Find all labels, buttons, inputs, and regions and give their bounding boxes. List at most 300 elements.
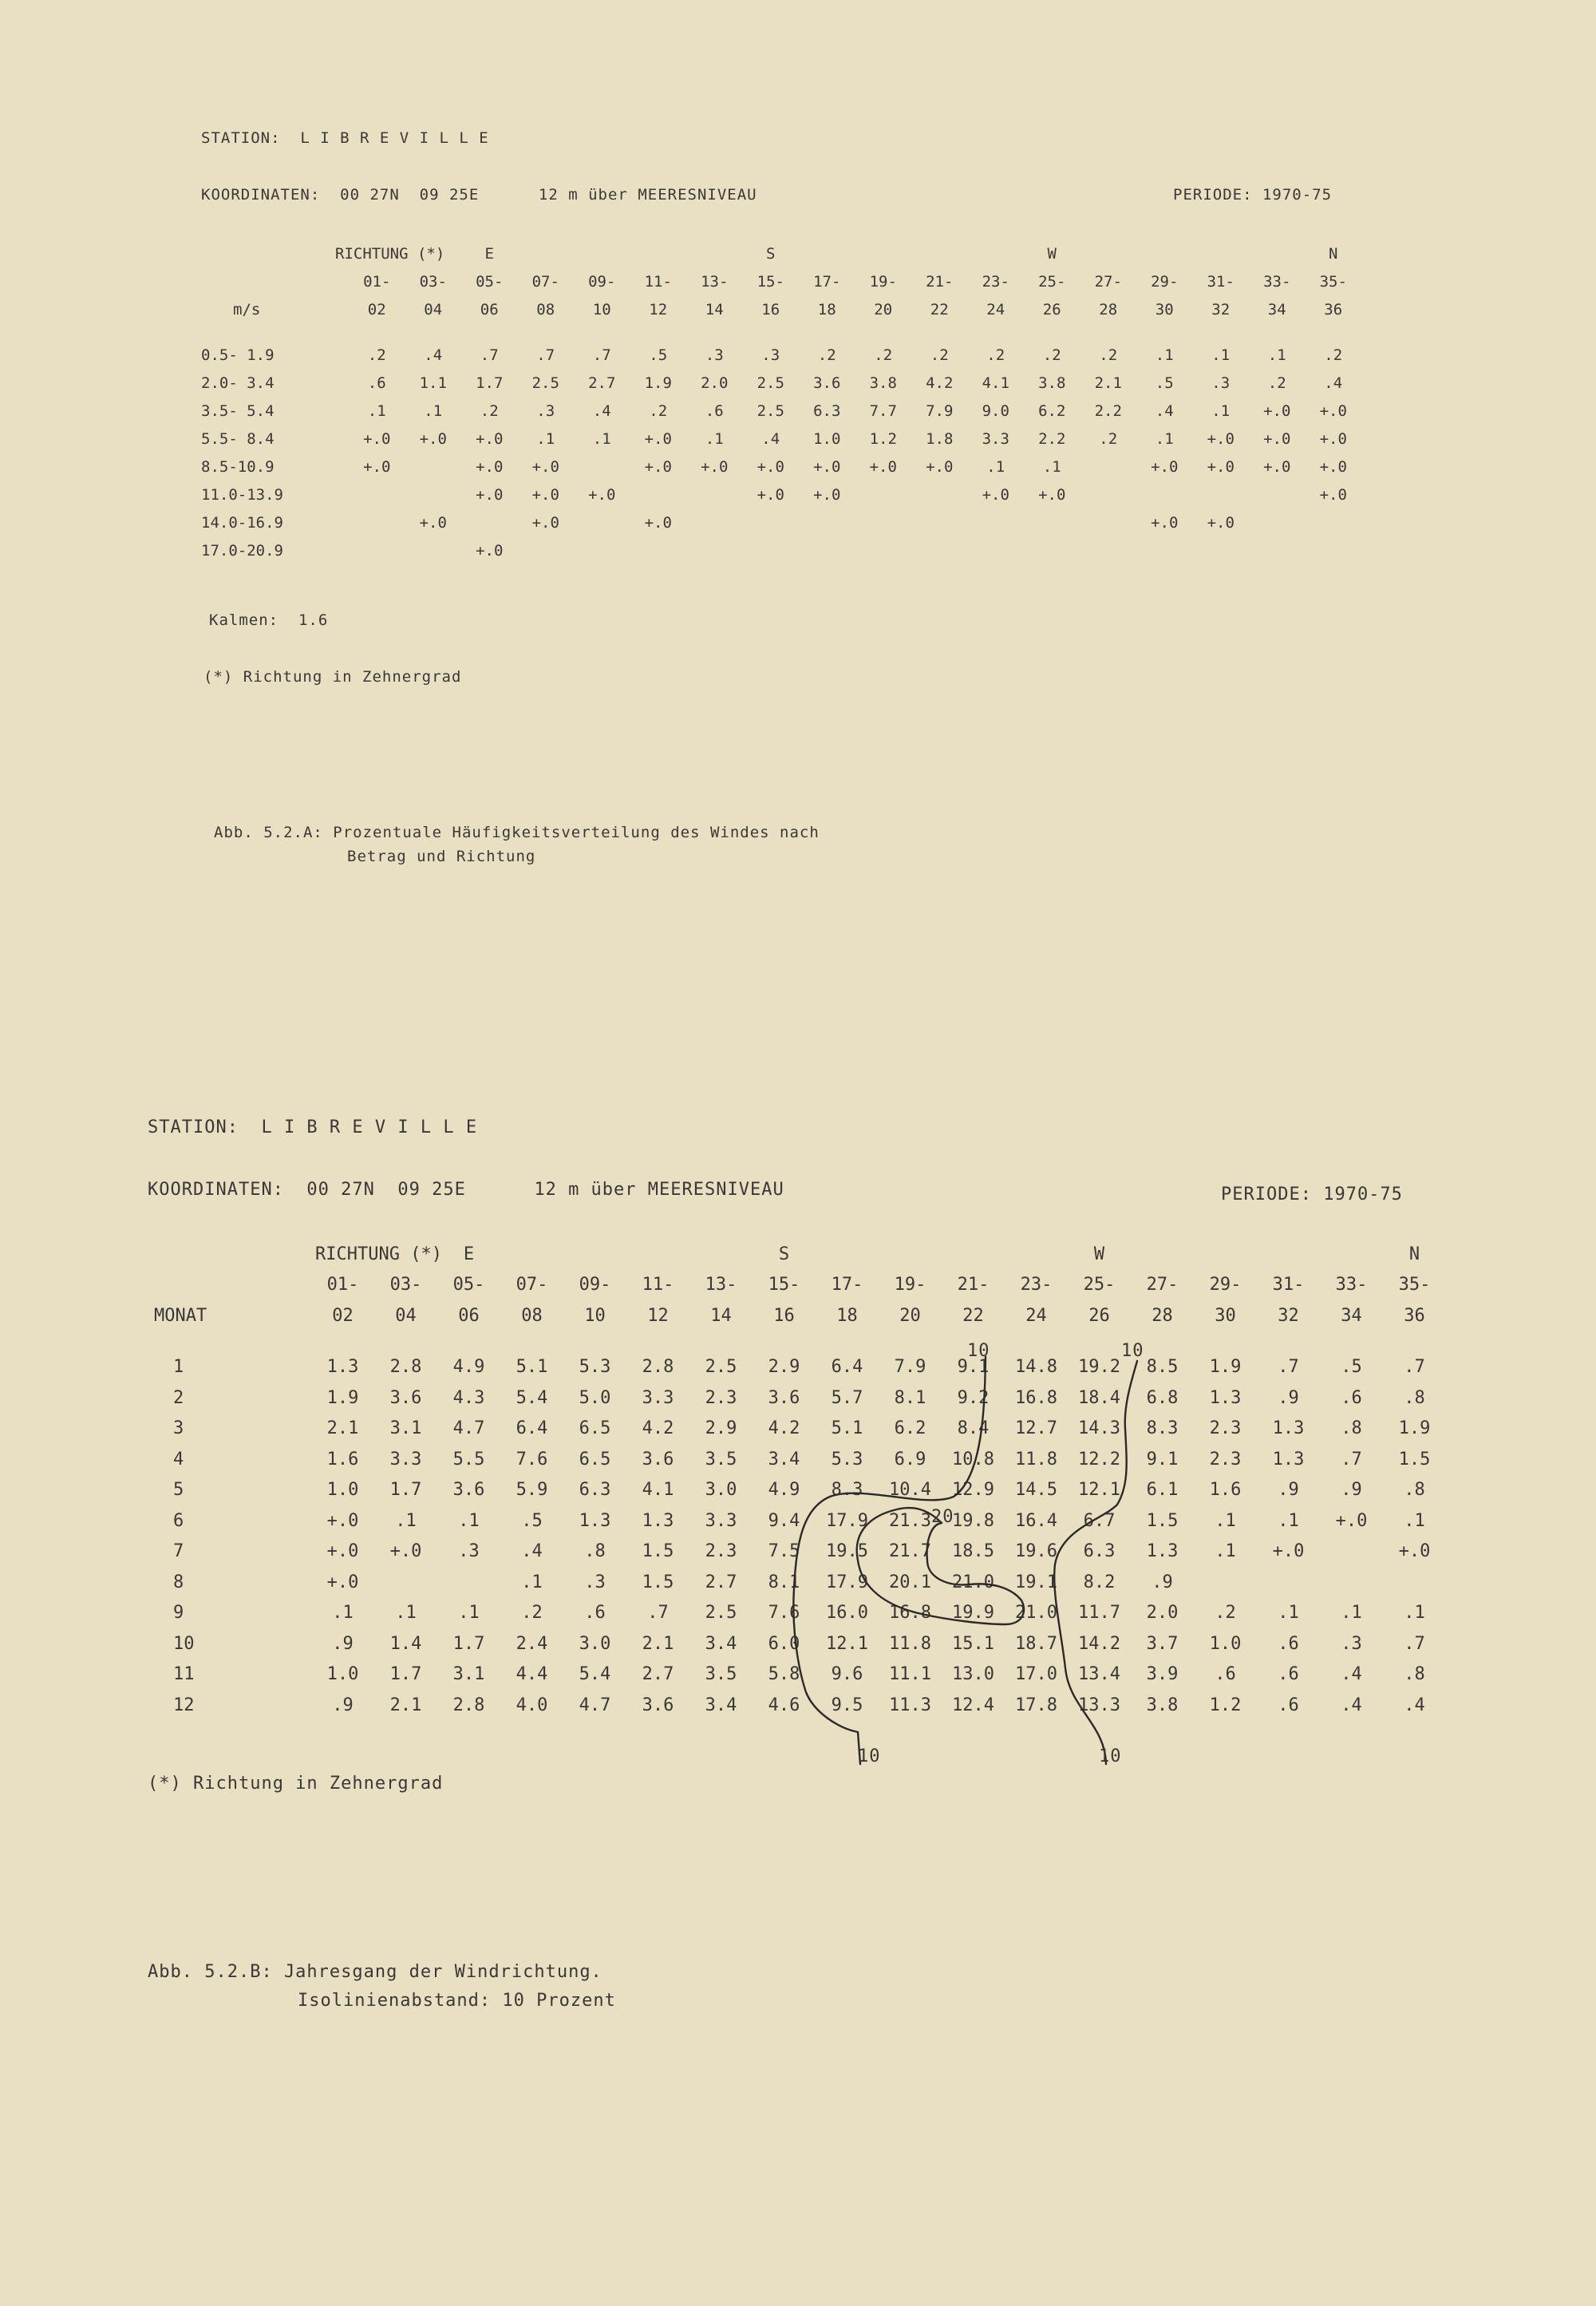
cell: 3.5 [705,1664,737,1685]
cell: 32 [1278,1305,1299,1326]
cell: 2.7 [642,1664,674,1685]
cell: 21.3 [889,1510,931,1531]
cell: 10.4 [889,1480,931,1501]
cell: 27- [1146,1275,1179,1295]
cell: 3.7 [1146,1633,1179,1654]
cell: 23- [982,272,1009,291]
cell: 19.5 [826,1541,868,1562]
cell: .2 [986,346,1005,364]
cell: 3.3 [705,1510,737,1531]
cell: +.0 [1263,457,1291,476]
caption-b-line1: Abb. 5.2.B: Jahresgang der Windrichtung. [148,1962,602,1982]
cell: 12.1 [1078,1480,1120,1501]
cell: 16.8 [889,1603,931,1624]
data-row-label: 3.5- 5.4 [201,401,275,420]
cell: 6.5 [579,1418,611,1439]
cell: .3 [761,346,780,364]
cell: .9 [332,1633,354,1654]
cell: +.0 [326,1510,359,1531]
cell: 1.8 [926,429,954,448]
cell: .6 [367,374,386,392]
cell: 8.3 [1146,1418,1179,1439]
cell: .9 [1278,1480,1299,1501]
cell: .2 [1215,1603,1236,1624]
cell: 5.3 [831,1449,863,1469]
cell: +.0 [926,457,954,476]
cell: 19- [894,1275,926,1295]
cell: +.0 [1319,401,1347,420]
cell: .1 [1215,1541,1236,1562]
period-a: PERIODE: 1970-75 [1173,186,1333,204]
cell: 1.5 [1398,1449,1431,1469]
data-row-label: 7 [173,1541,184,1562]
cell: 2.0 [701,374,729,392]
cell: +.0 [419,429,447,448]
cell: .1 [395,1603,417,1624]
cell: .2 [1267,374,1286,392]
cell: .7 [536,346,555,364]
cell: 6.3 [579,1480,611,1501]
data-row-label: 14.0-16.9 [201,513,283,532]
cell: 3.6 [452,1480,485,1501]
caption-a-line1: Abb. 5.2.A: Prozentuale Häufigkeitsverteilung des Windes nach [214,824,820,841]
cell: 5.3 [579,1357,611,1378]
cell: .7 [1404,1357,1425,1378]
footnote-b: (*) Richtung in Zehnergrad [148,1774,444,1794]
cell: 6.0 [768,1633,800,1654]
cell: +.0 [531,513,559,532]
cell: 4.1 [982,374,1009,392]
cell: 16 [773,1305,795,1326]
cell: 1.2 [1209,1695,1242,1715]
cell: 31- [1207,272,1235,291]
cell: .9 [1152,1572,1173,1592]
cell: 17- [831,1275,863,1295]
cell: 14.5 [1015,1480,1057,1501]
cell: 1.5 [1146,1510,1179,1531]
cell: +.0 [476,457,504,476]
cell: 1.9 [326,1387,359,1408]
cell: .2 [1324,346,1343,364]
data-row-label: 11 [173,1664,195,1685]
cell: 20 [874,300,893,318]
cell: .1 [1404,1603,1425,1624]
cell: 17.8 [1015,1695,1057,1715]
cell: 2.3 [705,1541,737,1562]
cell: E [484,244,494,263]
cell: 28 [1152,1305,1173,1326]
cell: 08 [536,300,555,318]
cell: 3.6 [642,1449,674,1469]
cell: .4 [424,346,443,364]
cell: .7 [480,346,499,364]
cell: 11- [644,272,672,291]
cell: 21.0 [952,1572,994,1592]
cell: 11.8 [889,1633,931,1654]
richtung-label: RICHTUNG (*) [315,1244,442,1264]
cell: .8 [1404,1387,1425,1408]
coordinates-a: KOORDINATEN: 00 27N 09 25E 12 m über MEERESNIVEAU [201,186,757,204]
cell: 12.9 [952,1480,994,1501]
cell: 16.8 [1015,1387,1057,1408]
cell: 31- [1272,1275,1305,1295]
cell: .1 [1211,401,1231,420]
cell: 4.9 [452,1357,485,1378]
cell: 3.8 [869,374,897,392]
cell: 3.6 [768,1387,800,1408]
cell: 9.4 [768,1510,800,1531]
cell: 04 [395,1305,417,1326]
cell: 14.3 [1078,1418,1120,1439]
cell: .1 [536,429,555,448]
cell: +.0 [1207,429,1235,448]
cell: +.0 [1319,457,1347,476]
cell: +.0 [1263,429,1291,448]
cell: 4.6 [768,1695,800,1715]
cell: 3.0 [705,1480,737,1501]
cell: 6.3 [1083,1541,1116,1562]
cell: 1.7 [389,1480,422,1501]
cell: 3.4 [705,1695,737,1715]
cell: 09- [588,272,616,291]
cell: 1.7 [389,1664,422,1685]
cell: 1.6 [1209,1480,1242,1501]
cell: .8 [1404,1480,1425,1501]
cell: 07- [531,272,559,291]
data-row-label: 1 [173,1357,184,1378]
cell: 19.8 [952,1510,994,1531]
cell: .6 [1278,1695,1299,1715]
caption-b-line2: Isolinienabstand: 10 Prozent [298,1991,616,2011]
cell: .3 [1211,374,1231,392]
cell: 4.3 [452,1387,485,1408]
cell: 6.3 [813,401,841,420]
cell: .6 [1278,1633,1299,1654]
cell: +.0 [982,485,1009,504]
cell: 16 [761,300,780,318]
cell: .4 [1404,1695,1425,1715]
cell: 3.3 [389,1449,422,1469]
cell: 36 [1404,1305,1425,1326]
cell: .3 [705,346,724,364]
cell: .4 [1341,1695,1362,1715]
cell: 6.7 [1083,1510,1116,1531]
cell: N [1329,244,1338,263]
cell: 19.6 [1015,1541,1057,1562]
data-row-label: 9 [173,1603,184,1624]
cell: 29- [1151,272,1179,291]
cell: .3 [584,1572,606,1592]
cell: 30 [1215,1305,1236,1326]
cell: 1.3 [1272,1418,1305,1439]
cell: 2.2 [1038,429,1066,448]
cell: 2.7 [705,1572,737,1592]
cell: 17- [813,272,841,291]
cell: 13- [705,1275,737,1295]
cell: .6 [1278,1664,1299,1685]
cell: .2 [1099,429,1118,448]
cell: .3 [536,401,555,420]
cell: 9.2 [957,1387,990,1408]
isoline-label: 10 [967,1341,990,1361]
cell: 1.9 [1209,1357,1242,1378]
cell: 2.1 [642,1633,674,1654]
cell: .1 [1267,346,1286,364]
cell: 4.2 [768,1418,800,1439]
station-title-b: STATION: L I B R E V I L L E [148,1117,478,1137]
data-row-label: 4 [173,1449,184,1469]
cell: +.0 [869,457,897,476]
cell: .1 [1155,429,1174,448]
cell: 7.9 [894,1357,926,1378]
cell: 20.1 [889,1572,931,1592]
cell: .1 [705,429,724,448]
cell: 1.5 [642,1572,674,1592]
cell: 34 [1267,300,1286,318]
cell: +.0 [813,457,841,476]
cell: .2 [817,346,836,364]
cell: +.0 [326,1541,359,1562]
cell: +.0 [588,485,616,504]
cell: .1 [332,1603,354,1624]
cell: 8.1 [894,1387,926,1408]
cell: 3.8 [1038,374,1066,392]
cell: 3.6 [389,1387,422,1408]
cell: 3.0 [579,1633,611,1654]
cell: 7.9 [926,401,954,420]
cell: 11.7 [1078,1603,1120,1624]
cell: .1 [1341,1603,1362,1624]
cell: 6.9 [894,1449,926,1469]
cell: 09- [579,1275,611,1295]
data-row-label: 11.0-13.9 [201,485,283,504]
cell: 2.5 [757,374,784,392]
cell: +.0 [1151,457,1179,476]
cell: .2 [480,401,499,420]
cell: 07- [516,1275,548,1295]
cell: +.0 [476,541,504,560]
cell: 25- [1038,272,1066,291]
cell: 2.5 [531,374,559,392]
cell: .1 [1211,346,1231,364]
cell: 05- [476,272,504,291]
cell: 2.1 [326,1418,359,1439]
cell: 18.5 [952,1541,994,1562]
cell: 2.2 [1094,401,1122,420]
cell: .5 [521,1510,543,1531]
cell: 3.6 [813,374,841,392]
cell: 12 [647,1305,669,1326]
cell: +.0 [701,457,729,476]
cell: .6 [584,1603,606,1624]
cell: .7 [647,1603,669,1624]
cell: 8.3 [831,1480,863,1501]
cell: 21.0 [1015,1603,1057,1624]
cell: .2 [521,1603,543,1624]
cell: E [463,1244,475,1264]
cell: 6.8 [1146,1387,1179,1408]
cell: 4.0 [516,1695,548,1715]
cell: 2.1 [389,1695,422,1715]
cell: +.0 [644,429,672,448]
cell: .1 [458,1603,480,1624]
cell: 1.0 [1209,1633,1242,1654]
cell: 2.7 [588,374,616,392]
cell: 15- [768,1275,800,1295]
cell: +.0 [813,485,841,504]
cell: 5.8 [768,1664,800,1685]
cell: 10 [584,1305,606,1326]
cell: 4.7 [579,1695,611,1715]
cell: 17.0 [1015,1664,1057,1685]
cell: 6.2 [894,1418,926,1439]
cell: .2 [367,346,386,364]
cell: 04 [424,300,443,318]
cell: .2 [649,401,668,420]
footnote-a: (*) Richtung in Zehnergrad [203,668,462,686]
cell: 25- [1083,1275,1116,1295]
cell: 2.9 [705,1418,737,1439]
cell: 21- [926,272,954,291]
cell: 1.4 [389,1633,422,1654]
cell: +.0 [326,1572,359,1592]
cell: 1.3 [642,1510,674,1531]
cell: .1 [395,1510,417,1531]
cell: .7 [1341,1449,1362,1469]
cell: +.0 [644,457,672,476]
cell: 9.0 [982,401,1009,420]
cell: 18.4 [1078,1387,1120,1408]
cell: 6.4 [831,1357,863,1378]
cell: 1.2 [869,429,897,448]
cell: 17.9 [826,1510,868,1531]
cell: 2.8 [452,1695,485,1715]
cell: 18 [817,300,836,318]
cell: 21- [957,1275,990,1295]
cell: 2.4 [516,1633,548,1654]
cell: 1.6 [326,1449,359,1469]
cell: .4 [521,1541,543,1562]
cell: 11.3 [889,1695,931,1715]
cell: 27- [1094,272,1122,291]
cell: 5.4 [516,1387,548,1408]
cell: 16.0 [826,1603,868,1624]
cell: .9 [332,1695,354,1715]
cell: .8 [1404,1664,1425,1685]
cell: .3 [458,1541,480,1562]
cell: 36 [1324,300,1343,318]
cell: .2 [1099,346,1118,364]
cell: 3.5 [705,1449,737,1469]
cell: 13.4 [1078,1664,1120,1685]
cell: .5 [1341,1357,1362,1378]
cell: 2.5 [705,1603,737,1624]
cell: +.0 [1207,513,1235,532]
cell: 14 [705,300,724,318]
cell: +.0 [1038,485,1066,504]
cell: .1 [1042,457,1061,476]
cell: 19.9 [952,1603,994,1624]
cell: 2.3 [1209,1449,1242,1469]
cell: N [1408,1244,1420,1264]
cell: 17.9 [826,1572,868,1592]
cell: 3.6 [642,1695,674,1715]
cell: +.0 [1398,1541,1431,1562]
cell: .2 [874,346,893,364]
cell: 11.1 [889,1664,931,1685]
cell: 14.2 [1078,1633,1120,1654]
cell: .1 [458,1510,480,1531]
cell: 13- [701,272,729,291]
cell: .7 [1404,1633,1425,1654]
cell: 9.5 [831,1695,863,1715]
cell: 1.1 [419,374,447,392]
cell: +.0 [644,513,672,532]
cell: +.0 [1319,485,1347,504]
data-row-label: 8.5-10.9 [201,457,275,476]
cell: 32 [1211,300,1231,318]
cell: .9 [1278,1387,1299,1408]
cell: 24 [986,300,1005,318]
cell: .4 [1155,401,1174,420]
calm-value: Kalmen: 1.6 [209,611,329,629]
cell: W [1093,1244,1105,1264]
cell: 14 [710,1305,732,1326]
cell: 1.3 [579,1510,611,1531]
cell: W [1047,244,1057,263]
cell: .1 [424,401,443,420]
cell: 6.4 [516,1418,548,1439]
cell: .3 [1341,1633,1362,1654]
cell: 10.8 [952,1449,994,1469]
cell: 19.2 [1078,1357,1120,1378]
data-row-label: 2 [173,1387,184,1408]
cell: .1 [1215,1510,1236,1531]
cell: 7.6 [516,1449,548,1469]
cell: .5 [649,346,668,364]
cell: 6.1 [1146,1480,1179,1501]
cell: +.0 [1207,457,1235,476]
isoline-label: 10 [1099,1746,1122,1766]
cell: 4.2 [642,1418,674,1439]
cell: 3.3 [642,1387,674,1408]
cell: +.0 [363,429,391,448]
header-to-row-label: m/s [233,300,261,318]
cell: 14.8 [1015,1357,1057,1378]
cell: .1 [986,457,1005,476]
cell: 1.7 [476,374,504,392]
cell: 11- [642,1275,674,1295]
cell: 2.1 [1094,374,1122,392]
cell: 01- [363,272,391,291]
cell: +.0 [1272,1541,1305,1562]
cell: 02 [367,300,386,318]
cell: 4.4 [516,1664,548,1685]
cell: 5.9 [516,1480,548,1501]
data-row-label: 17.0-20.9 [201,541,283,560]
data-row-label: 0.5- 1.9 [201,346,275,364]
cell: +.0 [757,485,784,504]
cell: 12.7 [1015,1418,1057,1439]
cell: +.0 [419,513,447,532]
isoline-label: 10 [858,1746,881,1766]
caption-a-line2: Betrag und Richtung [347,848,536,865]
cell: 21.7 [889,1541,931,1562]
isoline-10-left [793,1357,986,1764]
cell: 19- [869,272,897,291]
period-b: PERIODE: 1970-75 [1221,1185,1403,1204]
isoline-10-right [1054,1361,1137,1764]
